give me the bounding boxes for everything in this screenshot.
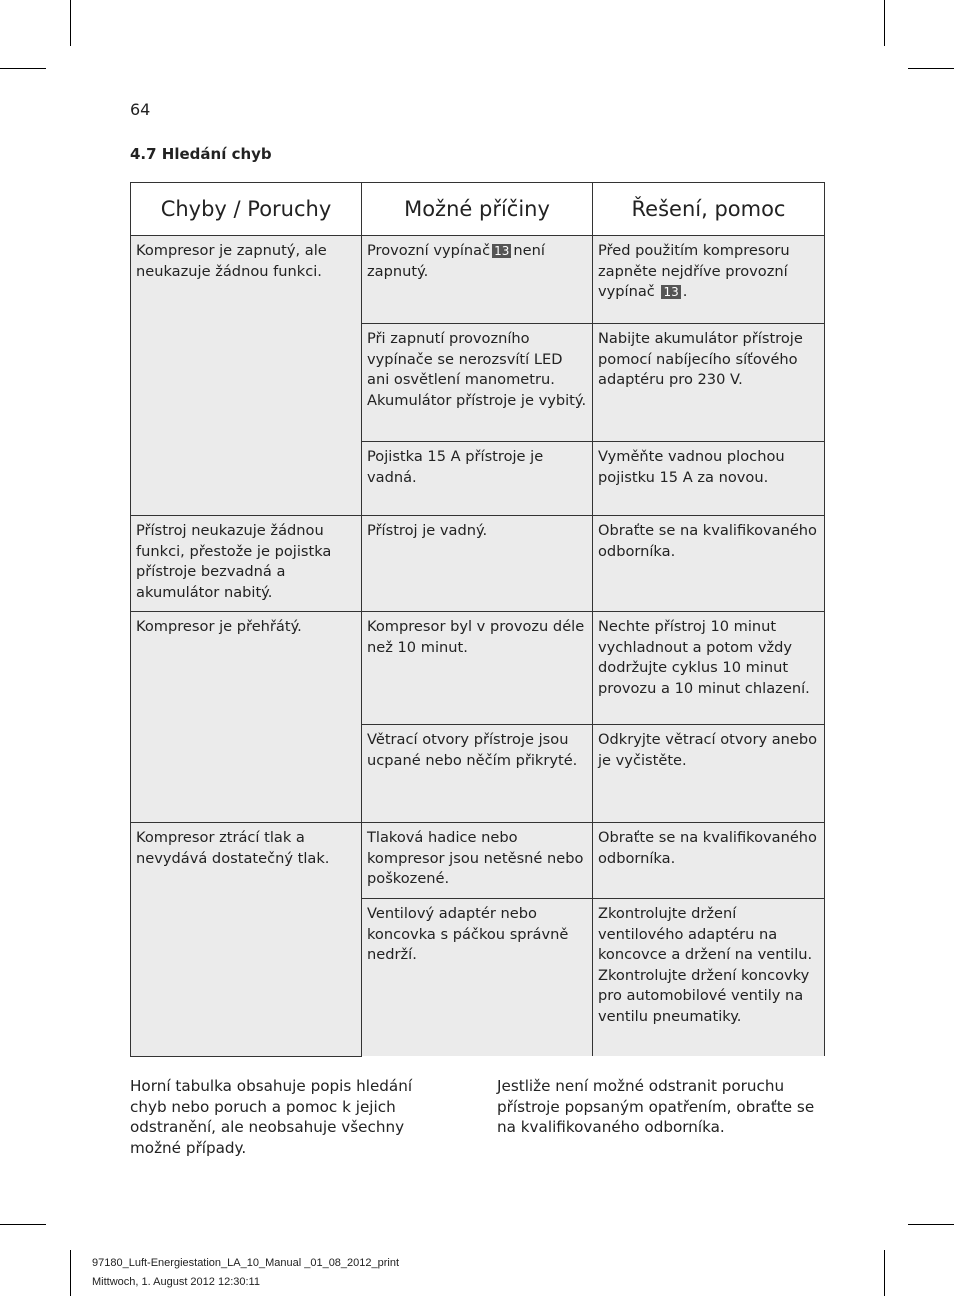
- solution-cell: Obraťte se na kvalifikovaného odborníka.: [593, 516, 825, 612]
- header-causes: Možné příčiny: [362, 183, 593, 236]
- cause-cell: Při zapnutí provozního vypínače se nerozsvítí LED ani osvětlení manometru. Akumulátor přístroje je vybitý.: [362, 324, 593, 442]
- cause-cell: Tlaková hadice nebo kompresor jsou netěsné nebo poškozené.: [362, 823, 593, 899]
- page-number: 64: [130, 100, 151, 119]
- cause-text: není zapnutý.: [367, 242, 545, 280]
- section-heading: 4.7 Hledání chyb: [130, 145, 272, 163]
- fault-cell: Kompresor ztrácí tlak a nevydává dostatečný tlak.: [131, 823, 362, 1057]
- table-row: [131, 612, 825, 725]
- reference-number-badge: 13: [663, 285, 679, 299]
- table-row: [131, 823, 825, 899]
- table-header-row: [131, 183, 825, 236]
- print-date: Mittwoch, 1. August 2012 12:30:11: [92, 1276, 260, 1288]
- crop-mark: [908, 68, 954, 69]
- cause-cell: Pojistka 15 A přístroje je vadná.: [362, 442, 593, 516]
- solution-cell: Nechte přístroj 10 minut vychladnout a potom vždy dodržujte cyklus 10 minut provozu a 10 minut chlazení.: [593, 612, 825, 725]
- crop-mark: [70, 1250, 71, 1296]
- header-faults: Chyby / Poruchy: [131, 183, 362, 236]
- cause-cell: Přístroj je vadný.: [362, 516, 593, 612]
- cause-cell: Ventilový adaptér nebo koncovka s páčkou správně nedrží.: [362, 899, 593, 1057]
- cause-cell: [362, 236, 593, 324]
- solution-text: Před použitím kompresoru zapněte nejdříve provozní vypínač: [598, 242, 790, 300]
- solution-cell: Vyměňte vadnou plochou pojistku 15 A za novou.: [593, 442, 825, 516]
- fault-cell: Kompresor je přehřátý.: [131, 612, 362, 823]
- crop-mark: [0, 68, 46, 69]
- solution-cell: Odkryjte větrací otvory anebo je vyčistěte.: [593, 725, 825, 823]
- solution-cell: Nabijte akumulátor přístroje pomocí nabíjecího síťového adaptéru pro 230 V.: [593, 324, 825, 442]
- fault-cell: Kompresor je zapnutý, ale neukazuje žádnou funkci.: [131, 236, 362, 516]
- header-solutions: Řešení, pomoc: [593, 183, 825, 236]
- crop-mark: [884, 0, 885, 46]
- troubleshooting-table-wrapper: [130, 182, 824, 1057]
- solution-text: .: [682, 283, 688, 300]
- print-file-name: 97180_Luft-Energiestation_LA_10_Manual _01_08_2012_print: [92, 1257, 400, 1269]
- crop-mark: [70, 0, 71, 46]
- cause-cell: Kompresor byl v provozu déle než 10 minut.: [362, 612, 593, 725]
- cause-text: Provozní vypínač: [367, 242, 491, 259]
- solution-cell: Zkontrolujte držení ventilového adaptéru na koncovce a držení na ventilu. Zkontrolujte držení koncovky pro automobilové ventily na ventilu pneumatiky.: [593, 899, 825, 1057]
- footnote-left: Horní tabulka obsahuje popis hledání chyb nebo poruch a pomoc k jejich odstranění, ale neobsahuje všechny možné případy.: [130, 1077, 413, 1157]
- table-row: [131, 236, 825, 324]
- crop-mark: [884, 1250, 885, 1296]
- crop-mark: [908, 1224, 954, 1225]
- fault-cell: Přístroj neukazuje žádnou funkci, přestože je pojistka přístroje bezvadná a akumulátor nabitý.: [131, 516, 362, 612]
- reference-number-badge: 13: [494, 244, 510, 258]
- footnote-right: Jestliže není možné odstranit poruchu přístroje popsaným opatřením, obraťte se na kvalifikovaného odborníka.: [497, 1077, 815, 1136]
- table-row: [131, 516, 825, 612]
- cause-cell: Větrací otvory přístroje jsou ucpané nebo něčím přikryté.: [362, 725, 593, 823]
- troubleshooting-table: [130, 182, 825, 1057]
- solution-cell: Obraťte se na kvalifikovaného odborníka.: [593, 823, 825, 899]
- solution-cell: [593, 236, 825, 324]
- crop-mark: [0, 1224, 46, 1225]
